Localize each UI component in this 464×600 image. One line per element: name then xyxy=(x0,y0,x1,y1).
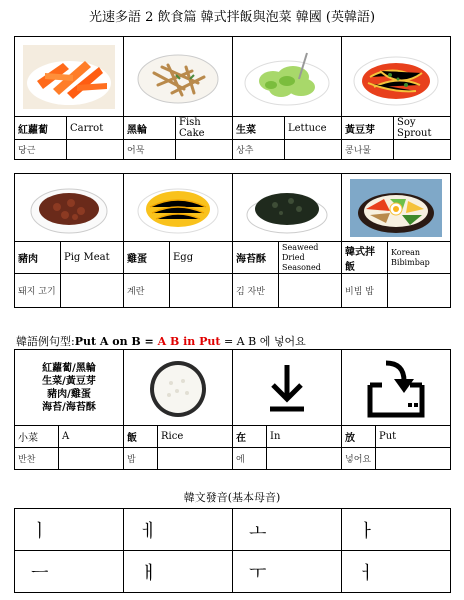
carrot-en: Carrot xyxy=(67,117,124,140)
fish-cake-zh: 黑輪 xyxy=(124,117,176,140)
side-dish-en: A xyxy=(59,426,124,448)
put-in-box-icon xyxy=(342,350,451,426)
side-dish-line: 紅蘿蔔/黑輪 xyxy=(42,362,96,374)
in-en: In xyxy=(267,426,342,448)
page-title: 光速多語 2 飲食篇 韓式拌飯與泡菜 韓國 (英韓語) xyxy=(88,10,376,25)
lettuce-ko: 상추 xyxy=(233,140,285,160)
side-dish-zh: 小菜 xyxy=(15,426,59,448)
pork-zh: 豬肉 xyxy=(15,242,61,274)
pattern-highlight: A B in Put xyxy=(157,335,221,348)
pattern-prefix: 韓語例句型: xyxy=(16,335,75,348)
vocab-table-2 xyxy=(14,173,451,308)
fish-cake-image xyxy=(124,37,233,117)
egg-image xyxy=(124,174,233,242)
pattern-korean: = A B 에 넣어요 xyxy=(220,335,306,348)
in-zh: 在 xyxy=(233,426,267,448)
put-ko: 넣어요 xyxy=(342,448,376,470)
sentence-pattern xyxy=(16,333,306,349)
rice-en: Rice xyxy=(158,426,233,448)
lettuce-en: Lettuce xyxy=(285,117,342,140)
soy-sprout-zh: 黃豆芽 xyxy=(342,117,394,140)
lettuce-zh: 生菜 xyxy=(233,117,285,140)
seaweed-image xyxy=(233,174,342,242)
carrot-zh: 紅蘿蔔 xyxy=(15,117,67,140)
pork-en: Pig Meat xyxy=(61,242,124,274)
pattern-english: Put A on B = xyxy=(74,335,158,348)
fish-cake-en: Fish Cake xyxy=(176,117,233,140)
vowel-cell: ㅏ xyxy=(342,509,451,551)
carrot-image xyxy=(15,37,124,117)
vowel-cell: ㅔ xyxy=(124,509,233,551)
vowel-cell: ㅗ xyxy=(233,509,342,551)
put-zh: 放 xyxy=(342,426,376,448)
rice-image xyxy=(124,350,233,426)
seaweed-zh: 海苔酥 xyxy=(233,242,279,274)
egg-zh: 雞蛋 xyxy=(124,242,170,274)
pork-image xyxy=(15,174,124,242)
bibimbap-image xyxy=(342,174,451,242)
bibimbap-zh: 韓式拌飯 xyxy=(342,242,388,274)
vocab-table-1 xyxy=(14,36,451,160)
side-dish-ko: 반찬 xyxy=(15,448,59,470)
pork-ko: 돼지 고기 xyxy=(15,274,61,308)
vowel-cell: ㅜ xyxy=(233,551,342,593)
seaweed-ko: 김 자반 xyxy=(233,274,279,308)
bibimbap-ko: 비빔 밥 xyxy=(342,274,388,308)
side-dish-line: 豬肉/雞蛋 xyxy=(47,388,91,400)
vowel-cell: ㅡ xyxy=(15,551,124,593)
put-en: Put xyxy=(376,426,451,448)
side-dish-line: 海苔/海苔酥 xyxy=(42,401,96,413)
egg-en: Egg xyxy=(170,242,233,274)
fish-cake-ko: 어묵 xyxy=(124,140,176,160)
soy-sprout-en: Soy Sprout xyxy=(394,117,451,140)
side-dish-list xyxy=(15,350,124,426)
in-ko: 에 xyxy=(233,448,267,470)
sentence-table xyxy=(14,349,451,470)
down-arrow-icon xyxy=(233,350,342,426)
soy-sprout-ko: 콩나물 xyxy=(342,140,394,160)
rice-zh: 飯 xyxy=(124,426,158,448)
vowel-cell: ㅓ xyxy=(342,551,451,593)
egg-ko: 계란 xyxy=(124,274,170,308)
vowel-cell: ㅣ xyxy=(15,509,124,551)
vowels-table xyxy=(14,508,451,593)
bibimbap-en: Korean Bibimbap xyxy=(388,242,451,274)
seaweed-en: Seaweed Dried Seasoned xyxy=(279,242,342,274)
vowel-cell: ㅐ xyxy=(124,551,233,593)
rice-ko: 밥 xyxy=(124,448,158,470)
side-dish-line: 生菜/黃豆芽 xyxy=(42,375,96,387)
soy-sprout-image xyxy=(342,37,451,117)
lettuce-image xyxy=(233,37,342,117)
carrot-ko: 당근 xyxy=(15,140,67,160)
vowels-title: 韓文發音(基本母音) xyxy=(183,491,281,504)
